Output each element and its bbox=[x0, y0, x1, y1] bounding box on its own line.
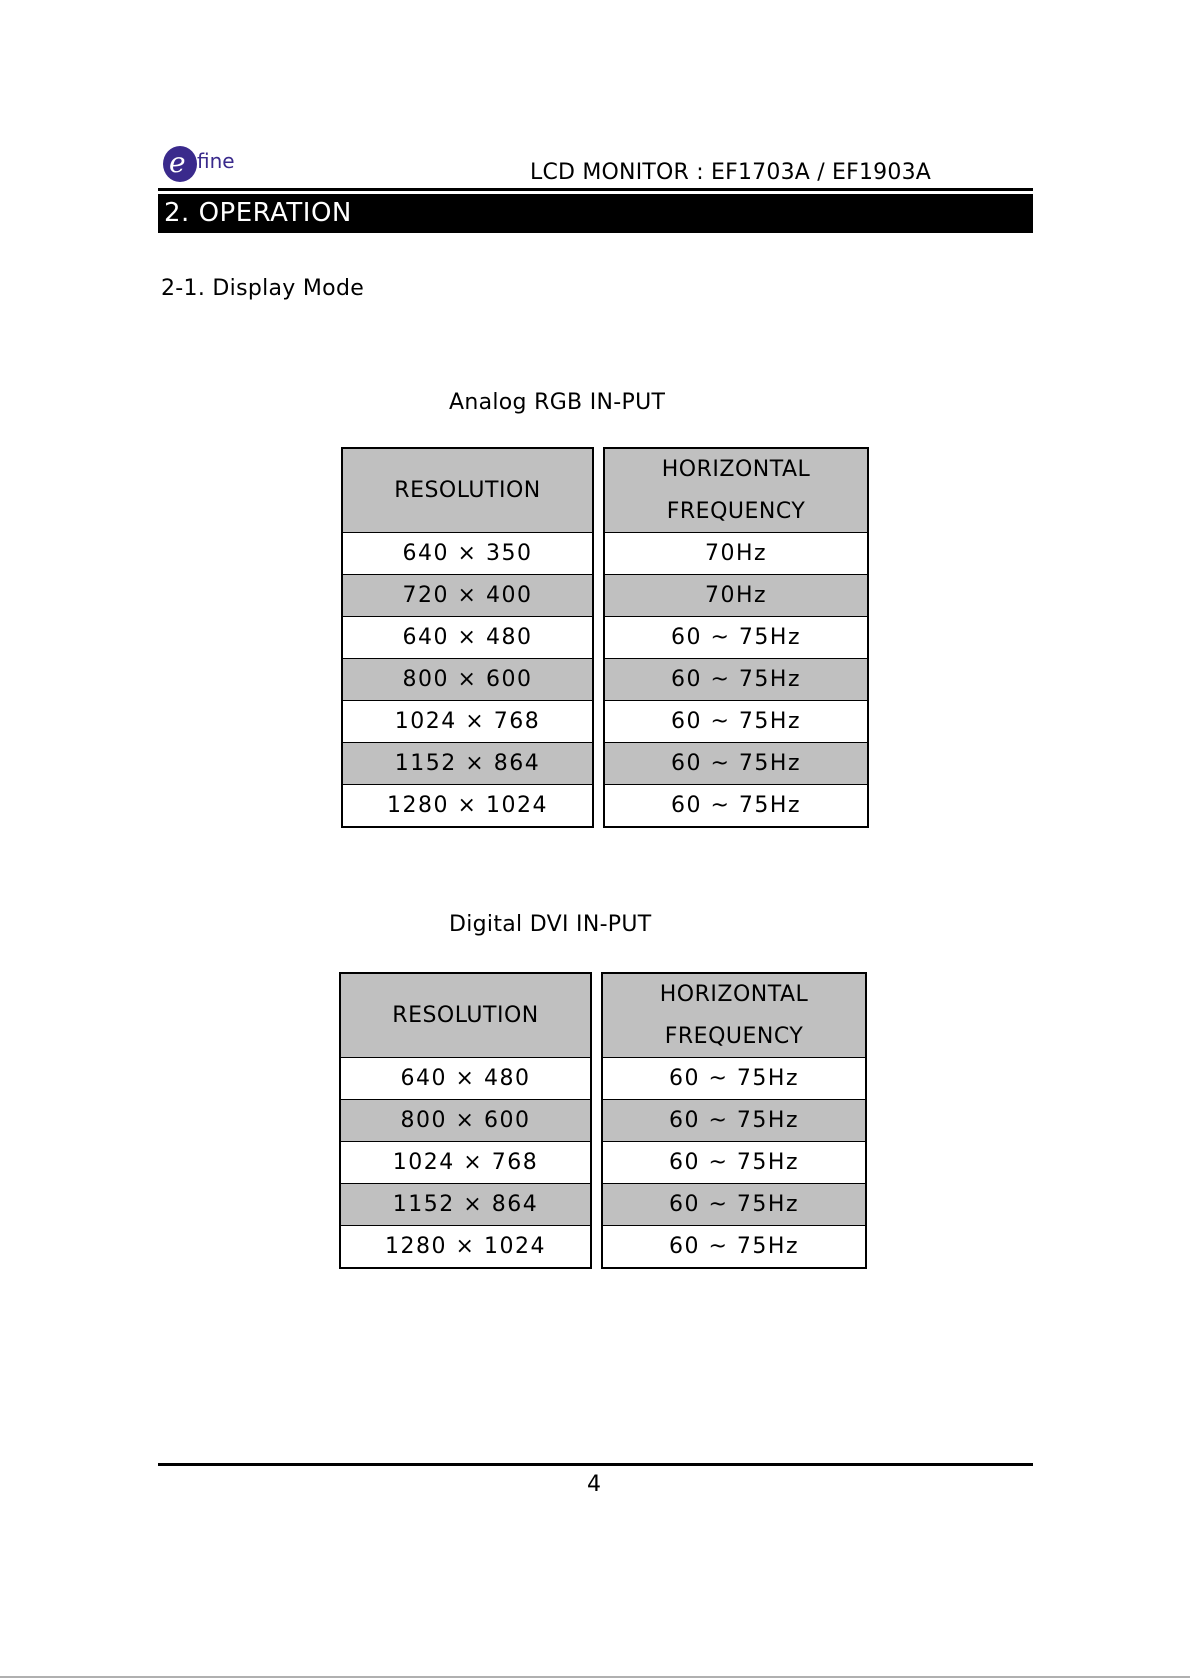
header-divider bbox=[158, 188, 1033, 191]
resolution-column bbox=[341, 447, 594, 828]
table-cell-resolution: 1024 × 768 bbox=[343, 701, 592, 743]
section-title: 2. OPERATION bbox=[164, 198, 352, 228]
table-cell-frequency: 60 ~ 75Hz bbox=[603, 1100, 865, 1142]
table-cell-frequency: 60 ~ 75Hz bbox=[603, 1184, 865, 1226]
frequency-header bbox=[605, 449, 867, 533]
frequency-column bbox=[603, 447, 869, 828]
table-cell-resolution: 1152 × 864 bbox=[343, 743, 592, 785]
subsection-title: 2-1. Display Mode bbox=[161, 276, 365, 301]
frequency-header-line1: HORIZONTAL bbox=[661, 456, 811, 482]
table-cell-resolution: 800 × 600 bbox=[341, 1100, 590, 1142]
table-cell-resolution: 640 × 480 bbox=[343, 617, 592, 659]
logo-e-badge-icon: e bbox=[163, 146, 197, 182]
table-cell-frequency: 60 ~ 75Hz bbox=[603, 1058, 865, 1100]
table-cell-frequency: 60 ~ 75Hz bbox=[669, 1234, 799, 1259]
resolution-header-label: RESOLUTION bbox=[394, 478, 541, 503]
page-number: 4 bbox=[587, 1472, 601, 1497]
table-cell-frequency: 60 ~ 75Hz bbox=[605, 701, 867, 743]
table-cell-resolution: 720 × 400 bbox=[343, 575, 592, 617]
document-title: LCD MONITOR : EF1703A / EF1903A bbox=[530, 160, 932, 185]
table-cell-resolution: 640 × 350 bbox=[343, 533, 592, 575]
table-cell-frequency: 70Hz bbox=[605, 533, 867, 575]
digital-table-caption: Digital DVI IN-PUT bbox=[449, 912, 652, 937]
frequency-header-line1: HORIZONTAL bbox=[659, 981, 809, 1007]
efine-logo bbox=[163, 146, 235, 186]
table-cell-frequency: 60 ~ 75Hz bbox=[605, 743, 867, 785]
table-cell-resolution: 1152 × 864 bbox=[341, 1184, 590, 1226]
table-cell-resolution: 640 × 480 bbox=[341, 1058, 590, 1100]
table-cell-resolution: 1024 × 768 bbox=[341, 1142, 590, 1184]
page-edge-line bbox=[0, 1676, 1190, 1678]
analog-table-caption: Analog RGB IN-PUT bbox=[449, 390, 666, 415]
resolution-header-label: RESOLUTION bbox=[392, 1003, 539, 1028]
table-cell-frequency: 60 ~ 75Hz bbox=[605, 659, 867, 701]
table-cell-resolution: 800 × 600 bbox=[343, 659, 592, 701]
footer-divider bbox=[158, 1463, 1033, 1466]
table-cell-frequency: 60 ~ 75Hz bbox=[603, 1142, 865, 1184]
frequency-header-line2: FREQUENCY bbox=[664, 1023, 804, 1049]
table-cell-resolution: 1280 × 1024 bbox=[385, 1234, 546, 1259]
resolution-header bbox=[343, 449, 592, 533]
table-cell-frequency: 60 ~ 75Hz bbox=[671, 793, 801, 818]
frequency-header bbox=[603, 974, 865, 1058]
table-cell-frequency: 70Hz bbox=[605, 575, 867, 617]
resolution-header bbox=[341, 974, 590, 1058]
table-cell-resolution: 1280 × 1024 bbox=[387, 793, 548, 818]
frequency-header-line2: FREQUENCY bbox=[666, 498, 806, 524]
section-header-bar bbox=[158, 194, 1033, 233]
resolution-column bbox=[339, 972, 592, 1269]
frequency-column bbox=[601, 972, 867, 1269]
table-cell-frequency: 60 ~ 75Hz bbox=[605, 617, 867, 659]
logo-wordmark: fine bbox=[197, 149, 235, 173]
